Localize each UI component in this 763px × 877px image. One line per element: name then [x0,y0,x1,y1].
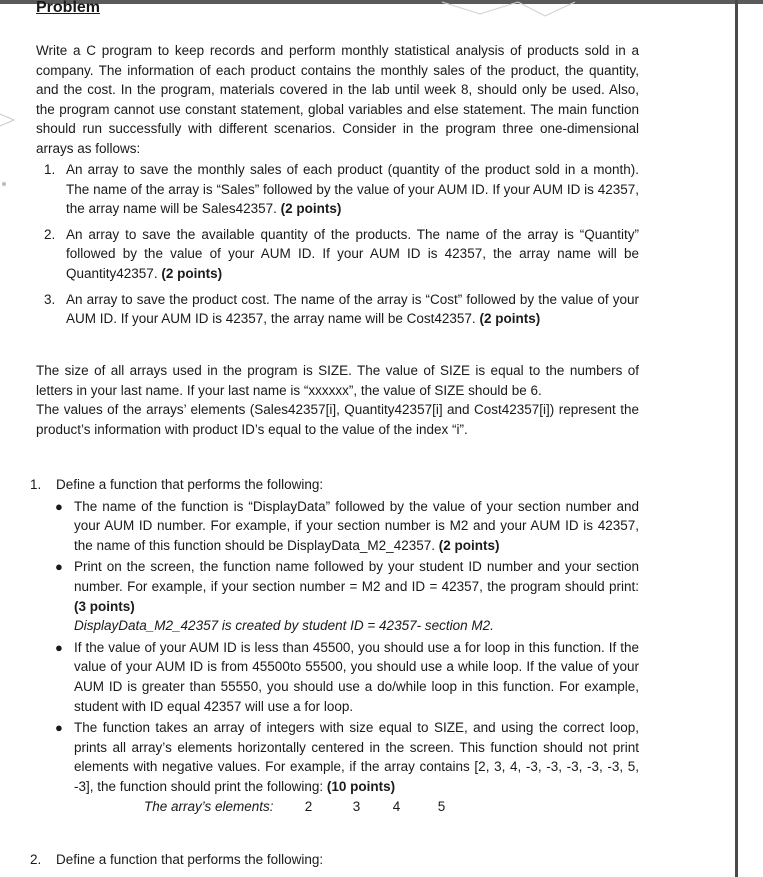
section-number: 2. [30,852,42,867]
array-value: 4 [392,798,401,814]
array-value: 3 [352,798,361,814]
section-2 [30,850,639,870]
bullet-item [36,718,639,796]
section-heading [30,475,639,495]
bullet-text: Print on the screen, the function name followed by your student ID number and your section number. For example, if your section number = M2 and ID = 42357, the program should print: [74,559,639,594]
right-scroll-border [735,0,738,877]
points-label: (3 points) [74,598,135,614]
list-item [36,290,639,329]
points-label: (10 points) [326,778,396,794]
list-number: 2. [44,226,56,242]
bullet-item [36,638,639,716]
array-value: 2 [304,798,313,814]
list-item [36,225,639,284]
points-label: (2 points) [280,201,342,217]
page-title: Problem [36,0,101,16]
index-text: The values of the arrays’ elements (Sales42357[i], Quantity42357[i] and Cost42357[i]) represent the product’s information with product ID’s equal to the value of the index “i”. [36,402,639,437]
bullet-icon: ● [55,720,63,736]
bullet-item [36,497,639,556]
decorative-chevrons [440,0,600,20]
size-paragraph [36,361,639,439]
margin-dot [2,182,6,186]
list-number: 3. [44,291,56,307]
points-label: (2 points) [161,265,223,281]
section-heading-text: Define a function that performs the following: [56,852,324,867]
intro-text: Write a C program to keep records and perform monthly statistical analysis of products sold in a company. The information of each product contains the monthly sales of the product, the quantity, and the cost. In the program, materials covered in the lab until week 8, should only be used. Also, the program cannot use constant statement, global variables and else statement. The main function should run successfully with different scenarios. Consider in the program three one-dimensional arrays as follows: [36,43,639,156]
array-output-line [36,797,639,817]
top-border [0,0,763,4]
list-item [36,160,639,219]
section-1 [30,475,639,816]
points-label: (2 points) [479,311,541,327]
margin-arrow-icon [0,110,20,130]
list-item-text: An array to save the product cost. The name of the array is “Cost” followed by the value of your AUM ID. If your AUM ID is 42357, the array name will be Cost42357. [66,291,639,327]
list-number: 1. [44,162,56,177]
bullet-icon: ● [55,498,63,514]
arrays-list [36,160,639,335]
array-label: The array’s elements: [144,798,274,814]
section-heading-text: Define a function that performs the following: [56,477,324,492]
size-text: The size of all arrays used in the program is SIZE. The value of SIZE is equal to the numbers of letters in your last name. If your last name is “xxxxxx”, the value of SIZE should be 6. [36,363,639,398]
bullet-text: The function takes an array of integers with size equal to SIZE, and using the correct loop, prints all array’s elements horizontally centered in the screen. This function should not print elements with negative values. For example, if the array contains [2, 3, 4, -3, -3, -3, -3, -3, 5, -3], the function should print the following: [74,720,639,794]
list-item-text: An array to save the monthly sales of each product (quantity of the product sold in a month). The name of the array is “Sales” followed by the value of your AUM ID. If your AUM ID is 42357, the array name will be Sales42357. [66,162,639,217]
intro-paragraph [36,41,639,159]
bullet-icon: ● [55,639,63,655]
bullet-text: If the value of your AUM ID is less than 45500, you should use a for loop in this function. If the value of your AUM ID is from 45500to 55500, you should use a while loop. If the value of your AUM ID is greater than 55550, you should use a do/while loop in this function. For example, student with ID equal 42357 will use a for loop. [74,639,639,714]
list-item-text: An array to save the available quantity of the products. The name of the array is “Quantity” followed by the value of your AUM ID. If your AUM ID is 42357, the array name will be Quantity42357. [66,226,639,281]
section-heading [30,850,639,870]
bullet-item [36,557,639,616]
bullet-text: The name of the function is “DisplayData” followed by the value of your section number and your AUM ID number. For example, if your section number is M2 and your AUM ID is 42357, the name of this function should be DisplayData_M2_42357. [74,498,639,553]
points-label: (2 points) [438,537,500,553]
bullet-icon: ● [55,559,63,575]
sample-output: DisplayData_M2_42357 is created by student ID = 42357- section M2. [74,618,494,634]
array-value: 5 [437,798,446,814]
section-number: 1. [30,477,42,492]
